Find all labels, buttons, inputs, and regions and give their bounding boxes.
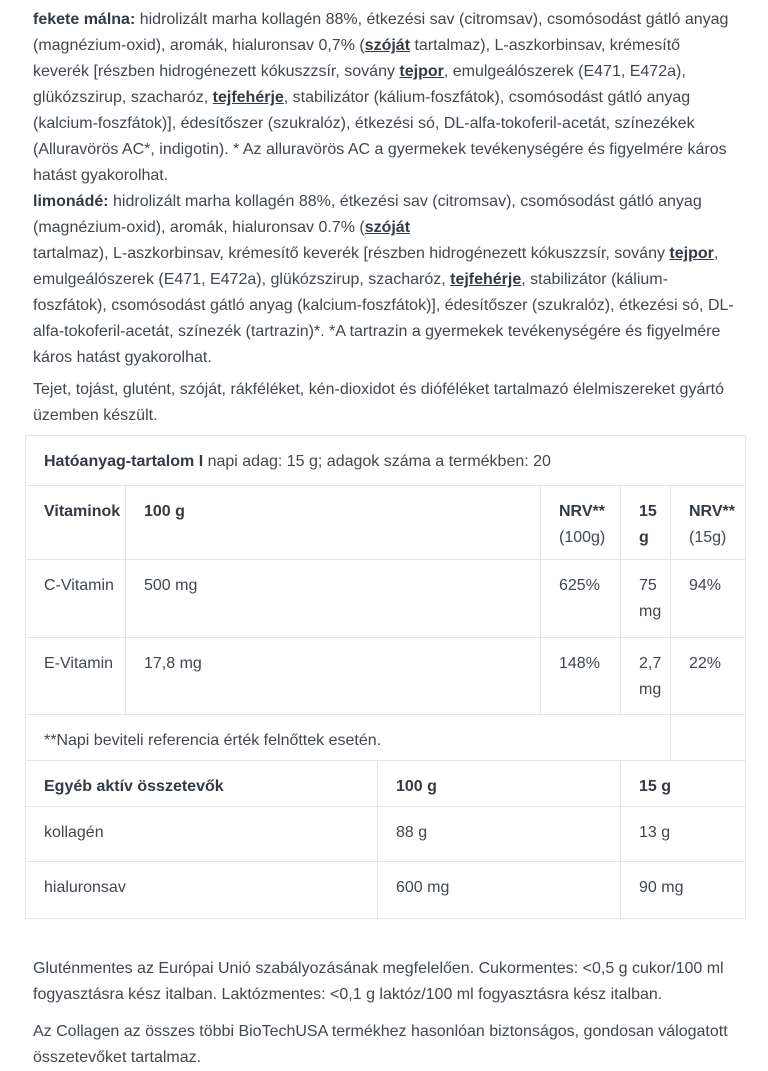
nrv-15g-unit: (15g) [689, 529, 727, 546]
ingredients-section [0, 0, 768, 429]
footer-notes-section [0, 956, 768, 1071]
column-header-15g: 15 g [621, 486, 671, 560]
column-header-nrv-100g [541, 486, 621, 560]
active-per-100g: 600 mg [378, 862, 621, 919]
column-header-other-15g: 15 g [621, 761, 746, 807]
other-actives-header-row [26, 761, 746, 807]
ingredients-flavor1-paragraph: fekete málna: hidrolizált marha kollagén 88%, étkezési sav (citromsav), csomósodást gátló anyag (magnézium-oxid), aromák, hialuronsav 0,7% (szóját tartalmaz), L-aszkorbinsav, krémesítő keverék [részben hidrogénezett kókuszzsír, sovány tejpor, emulgeálószerek (E471, E472a), glükózszirup, szacharóz, tejfehérje, stabilizátor (kálium-foszfátok), csomósodást gátló anyag (kalcium-foszfátok)], édesítőszer (szukralóz), étkezési só, DL-alfa-tokoferil-acetát, színezékek (Alluravörös AC*, indigotin). * Az alluravörös AC a gyermekek tevékenységére és figyelmére káros hatást gyakorolhat. [33, 11, 729, 184]
vitamin-name: C-Vitamin [26, 560, 126, 638]
active-name: hialuronsav [26, 862, 378, 919]
column-header-vitaminok: Vitaminok [26, 486, 126, 560]
column-header-other-actives: Egyéb aktív összetevők [26, 761, 378, 807]
brand-note-paragraph: Az Collagen az összes többi BioTechUSA termékhez hasonlóan biztonságos, gondosan válogatott összetevőket tartalmaz. [33, 1023, 728, 1066]
nrv-footnote: **Napi beviteli referencia érték felnőttek esetén. [26, 715, 671, 761]
active-per-15g: 13 g [621, 807, 746, 862]
vitamin-nrv-100g: 148% [541, 638, 621, 715]
vitamin-nrv-15g: 22% [671, 638, 746, 715]
table-title-row [26, 436, 746, 486]
table-title-rest: napi adag: 15 g; adagok száma a termékben: 20 [203, 453, 551, 470]
table-row-c-vitamin [26, 560, 746, 638]
table-title-bold: Hatóanyag-tartalom I [44, 453, 204, 470]
nrv-footnote-row [26, 715, 746, 761]
active-name: kollagén [26, 807, 378, 862]
table-title [26, 436, 746, 486]
nrv-100g-unit: (100g) [559, 529, 606, 546]
table-row-hialuronsav [26, 862, 746, 919]
table-row-kollagen [26, 807, 746, 862]
vitamin-nrv-100g: 625% [541, 560, 621, 638]
footnote-empty-cell [671, 715, 746, 761]
vitamin-name: E-Vitamin [26, 638, 126, 715]
vitamin-per-100g: 17,8 mg [126, 638, 541, 715]
vitamin-per-100g: 500 mg [126, 560, 541, 638]
allergen-note-paragraph: Tejet, tojást, glutént, szóját, rákféléket, kén-dioxidot és dióféléket tartalmazó élelmiszereket gyártó üzemben készült. [33, 381, 725, 424]
ingredients-flavor2-paragraph: limonádé: hidrolizált marha kollagén 88%, étkezési sav (citromsav), csomósodást gátló anyag (magnézium-oxid), aromák, hialuronsav 0.7% (szóját tartalmaz), L-aszkorbinsav, krémesítő keverék [részben hidrogénezett kókuszzsír, sovány tejpor, emulgeálószerek (E471, E472a), glükózszirup, szacharóz, tejfehérje, stabilizátor (kálium-foszfátok), csomósodást gátló anyag (kalcium-foszfátok)], édesítőszer (szukralóz), étkezési só, DL-alfa-tokoferil-acetát, színezék (tartrazin)*. *A tartrazin a gyermekek tevékenységére és figyelmére káros hatást gyakorolhat. [33, 193, 734, 366]
vitamin-nrv-15g: 94% [671, 560, 746, 638]
table-row-e-vitamin [26, 638, 746, 715]
column-header-nrv-15g [671, 486, 746, 560]
nutrition-table [25, 435, 746, 919]
active-per-15g: 90 mg [621, 862, 746, 919]
nrv-15g-label: NRV** [689, 503, 735, 520]
vitamin-per-15g: 2,7 mg [621, 638, 671, 715]
column-header-other-100g: 100 g [378, 761, 621, 807]
nrv-100g-label: NRV** [559, 503, 605, 520]
vitamins-header-row [26, 486, 746, 560]
claims-paragraph: Gluténmentes az Európai Unió szabályozásának megfelelően. Cukormentes: <0,5 g cukor/100 ml fogyasztásra kész italban. Laktózmentes: <0,1 g laktóz/100 ml fogyasztásra kész italban. [33, 960, 724, 1003]
column-header-100g: 100 g [126, 486, 541, 560]
vitamin-per-15g: 75 mg [621, 560, 671, 638]
active-per-100g: 88 g [378, 807, 621, 862]
